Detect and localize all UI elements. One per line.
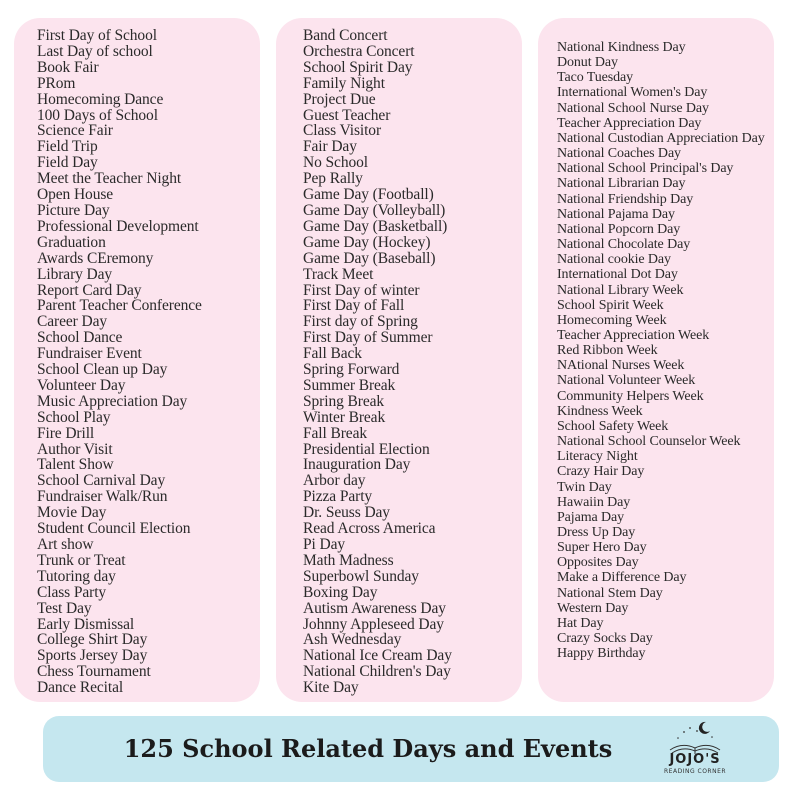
event-item: Parent Teacher Conference — [37, 297, 202, 315]
event-item: Author Visit — [37, 440, 113, 458]
event-item: Art show — [37, 536, 94, 553]
event-item: National Volunteer Week — [557, 373, 696, 389]
event-item: Library Day — [37, 265, 113, 283]
event-item: Donut Day — [557, 55, 618, 71]
event-item: Picture Day — [37, 201, 110, 219]
event-item: Fundraiser Event — [37, 345, 142, 363]
event-item: Orchestra Concert — [303, 42, 415, 60]
event-item: National Chocolate Day — [557, 237, 691, 253]
event-item: Class Party — [37, 583, 107, 601]
event-item: School Carnival Day — [37, 472, 166, 490]
event-item: Game Day (Hockey) — [303, 233, 431, 251]
event-item: Band Concert — [303, 27, 388, 44]
event-item: School Play — [37, 408, 111, 426]
event-item: Game Day (Baseball) — [303, 249, 436, 267]
event-item: Hawaiin Day — [557, 494, 631, 510]
events-list-1 — [37, 28, 260, 696]
event-item: Read Across America — [303, 520, 436, 538]
event-item: Superbowl Sunday — [303, 567, 419, 585]
event-item: Open House — [37, 186, 114, 204]
event-item: First day of Spring — [303, 313, 418, 331]
event-item: Fire Drill — [37, 424, 95, 442]
event-item: Field Trip — [37, 138, 98, 156]
event-item: Dress Up Day — [557, 525, 636, 540]
event-item: Fair Day — [303, 138, 357, 156]
event-item: Western Day — [557, 600, 629, 616]
event-item: Pizza Party — [303, 488, 373, 506]
event-item: Super Hero Day — [557, 540, 647, 556]
event-item: Trunk or Treat — [37, 551, 126, 569]
event-item: Twin Day — [557, 479, 612, 495]
event-item: National Library Week — [557, 282, 684, 298]
event-item: Hat Day — [557, 615, 604, 631]
event-item: Arbor day — [303, 472, 366, 490]
event-item: Dance Recital — [37, 679, 124, 697]
event-item: Volunteer Day — [37, 376, 126, 394]
event-item: National Stem Day — [557, 585, 663, 601]
jojos-reading-corner-logo — [664, 718, 726, 780]
event-item: Project Due — [303, 90, 376, 108]
event-item: Homecoming Dance — [37, 90, 164, 108]
event-item: National Popcorn Day — [557, 221, 681, 237]
event-item: Spring Break — [303, 392, 385, 410]
event-item: Guest Teacher — [303, 106, 391, 124]
event-item: National Children's Day — [303, 663, 451, 681]
event-item: Opposites Day — [557, 555, 639, 571]
event-item: Student Council Election — [37, 520, 191, 538]
event-item: Ash Wednesday — [303, 631, 402, 649]
events-list-2 — [303, 28, 522, 696]
event-item: Meet the Teacher Night — [37, 170, 182, 188]
event-item: Professional Development — [37, 217, 199, 235]
event-item: Tutoring day — [37, 567, 116, 585]
event-item: Teacher Appreciation Day — [557, 115, 702, 131]
event-item: Winter Break — [303, 408, 386, 426]
event-item: Pi Day — [303, 536, 346, 553]
event-item: PRom — [37, 74, 76, 92]
event-item: No School — [303, 154, 368, 172]
event-item: Chess Tournament — [37, 663, 151, 681]
event-item: Inauguration Day — [303, 456, 411, 474]
event-item: First Day of Fall — [303, 297, 405, 315]
event-item: Johnny Appleseed Day — [303, 615, 444, 633]
event-item: National Ice Cream Day — [303, 647, 452, 665]
event-item: School Clean up Day — [37, 361, 168, 379]
event-item: Crazy Hair Day — [557, 464, 645, 480]
events-column-2 — [276, 18, 522, 702]
event-item: Make a Difference Day — [557, 570, 687, 586]
event-item: Autism Awareness Day — [303, 599, 446, 617]
event-item: School Safety Week — [557, 418, 669, 434]
event-item: Literacy Night — [557, 449, 638, 465]
event-item: National School Counselor Week — [557, 434, 741, 450]
event-item: Red Ribbon Week — [557, 343, 658, 359]
event-item: Graduation — [37, 233, 106, 251]
event-item: School Spirit Day — [303, 58, 413, 76]
event-item: National School Nurse Day — [557, 100, 709, 116]
logo-name: JOJO'S — [669, 752, 721, 767]
event-item: Career Day — [37, 313, 107, 331]
event-item: Field Day — [37, 154, 98, 172]
event-item: National cookie Day — [557, 252, 671, 268]
events-column-3 — [538, 18, 774, 702]
event-item: Pajama Day — [557, 509, 625, 525]
event-item: International Women's Day — [557, 85, 708, 101]
event-item: Fundraiser Walk/Run — [37, 488, 168, 506]
events-list-3 — [557, 40, 774, 661]
logo-tagline: READING CORNER — [664, 768, 727, 775]
event-item: Game Day (Volleyball) — [303, 201, 446, 219]
event-item: 100 Days of School — [37, 106, 158, 124]
event-item: Happy Birthday — [557, 646, 646, 662]
event-item: Dr. Seuss Day — [303, 504, 390, 522]
event-item: Class Visitor — [303, 122, 382, 140]
event-item: Test Day — [37, 599, 92, 617]
event-item: First Day of winter — [303, 281, 420, 299]
event-item: School Dance — [37, 329, 123, 347]
event-item: National Coaches Day — [557, 146, 681, 162]
event-item: Game Day (Football) — [303, 186, 434, 204]
event-item: First Day of School — [37, 27, 157, 44]
event-item: School Spirit Week — [557, 297, 664, 313]
event-item: National Librarian Day — [557, 176, 686, 192]
event-item: National Custodian Appreciation Day — [557, 130, 765, 146]
event-item: National Friendship Day — [557, 191, 694, 207]
banner-title: 125 School Related Days and Events — [123, 734, 613, 763]
event-item: Game Day (Basketball) — [303, 217, 448, 235]
event-item: Presidential Election — [303, 440, 430, 458]
event-item: International Dot Day — [557, 267, 678, 283]
event-item: Math Madness — [303, 551, 394, 569]
event-item: National School Principal's Day — [557, 161, 734, 177]
event-item: Spring Forward — [303, 361, 400, 379]
event-item: Fall Break — [303, 424, 367, 442]
event-item: Early Dismissal — [37, 615, 135, 633]
event-item: Crazy Socks Day — [557, 631, 653, 647]
event-item: Music Appreciation Day — [37, 392, 188, 410]
event-item: NAtional Nurses Week — [557, 358, 685, 374]
event-item: Track Meet — [303, 265, 374, 283]
event-item: Kite Day — [303, 679, 359, 697]
event-item: National Pajama Day — [557, 206, 675, 222]
event-item: Movie Day — [37, 504, 107, 522]
event-item: First Day of Summer — [303, 329, 433, 347]
event-item: Teacher Appreciation Week — [557, 327, 710, 343]
events-column-1 — [14, 18, 260, 702]
event-item: National Kindness Day — [557, 40, 686, 55]
event-item: Book Fair — [37, 58, 99, 76]
event-item: Sports Jersey Day — [37, 647, 148, 665]
event-item: Homecoming Week — [557, 312, 667, 328]
event-item: Report Card Day — [37, 281, 142, 299]
event-item: Kindness Week — [557, 403, 643, 419]
event-item: Family Night — [303, 74, 385, 92]
event-item: Summer Break — [303, 376, 396, 394]
event-item: Boxing Day — [303, 583, 378, 601]
event-item: Last Day of school — [37, 42, 153, 60]
event-item: College Shirt Day — [37, 631, 148, 649]
event-item: Fall Back — [303, 345, 362, 363]
event-item: Talent Show — [37, 456, 114, 474]
event-item: Community Helpers Week — [557, 388, 704, 404]
event-item: Science Fair — [37, 122, 113, 140]
event-item: Taco Tuesday — [557, 70, 633, 86]
event-item: Pep Rally — [303, 170, 363, 188]
event-item: Awards CEremony — [37, 249, 154, 267]
